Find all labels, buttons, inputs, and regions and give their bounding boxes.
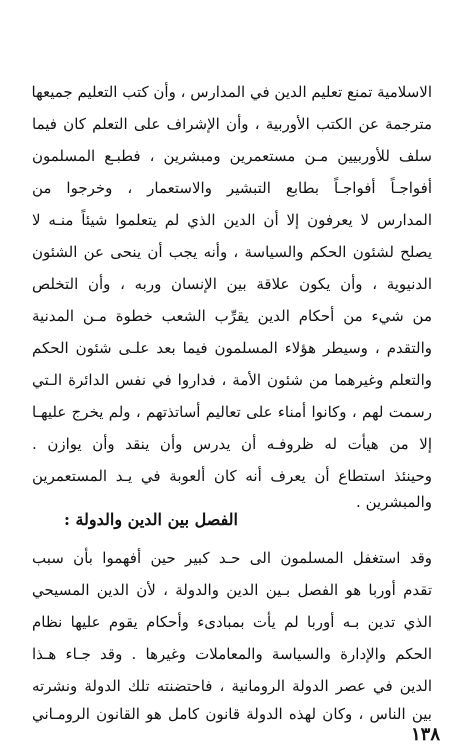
text-line: إلا من هيأت له ظروفـه أن يدرس وأن ينقد وأن يوازن . <box>32 435 432 453</box>
text-line: والتقدم ، وسيطر هؤلاء المسلمون فيما بعد علـى شئون الحكم <box>32 339 432 357</box>
text-line: الاسلامية تمنع تعليم الدين في المدارس ، وأن كتب التعليم جميعها <box>32 83 432 101</box>
text-line: بين الناس ، وكان لهذه الدولة قانون كامل هو القانون الرومـاني <box>32 705 432 723</box>
text-line: الحكم والإدارة والسياسة والمعاملات وغيرها . وقد جـاء هـذا <box>32 645 432 663</box>
text-line: سلف للأوربيين مـن مستعمرين ومبشرين ، فطبـع المسلمون <box>32 147 432 165</box>
text-line: مترجمة عن الكتب الأوربية ، وأن الإشراف على التعلم كان فيما <box>32 115 432 133</box>
text-line: تقدم أوربا هو الفصل بـين الدين والدولة ، لأن الدين المسيحي <box>32 581 432 599</box>
text-line: المدارس لا يعرفون إلا أن الدين الذي لم يتعلموا شيئاً منـه لا <box>32 211 432 229</box>
page-number: ١٣٨ <box>410 724 440 745</box>
section-heading: الفصل بين الدين والدولة : <box>63 510 238 529</box>
text-line: وقد استغفل المسلمون الى حـد كبير حين أفهموا بأن سبب <box>32 549 432 567</box>
text-line: الذي تدين بـه أوربا لم يأت بمبادىء وأحكام يقوم عليها نظام <box>32 613 432 631</box>
text-line: من شيء من أحكام الدين يقرِّب الشعب خطوة مـن المدنية <box>32 307 432 325</box>
text-line: والتعلم وغيرهما من شئون الأمة ، فداروا في نفس الدائرة الـتي <box>32 371 432 389</box>
text-line: والمبشرين . <box>356 493 432 511</box>
text-line: يصلح لشئون الحكم والسياسة ، وأنه يجب أن ينحى عن الشئون <box>32 243 432 261</box>
text-line: أفواجـاً أفواجـاً بطابع التبشير والاستعمار ، وخرجوا من <box>32 179 432 197</box>
text-line: رسمت لهم ، وكانوا أمناء على تعاليم أساتذتهم ، ولم يخرج عليهـا <box>32 403 432 421</box>
text-line: الدنيوية ، وأن يكون علاقة بين الإنسان وربه ، وأن التخلص <box>32 275 432 293</box>
text-line: وحينئذ استطاع أن يعرف أنه كان ألعوبة في يـد المستعمرين <box>32 467 432 485</box>
text-line: الدين في عصر الدولة الرومانية ، فاحتضنته تلك الدولة ونشرته <box>32 677 432 695</box>
